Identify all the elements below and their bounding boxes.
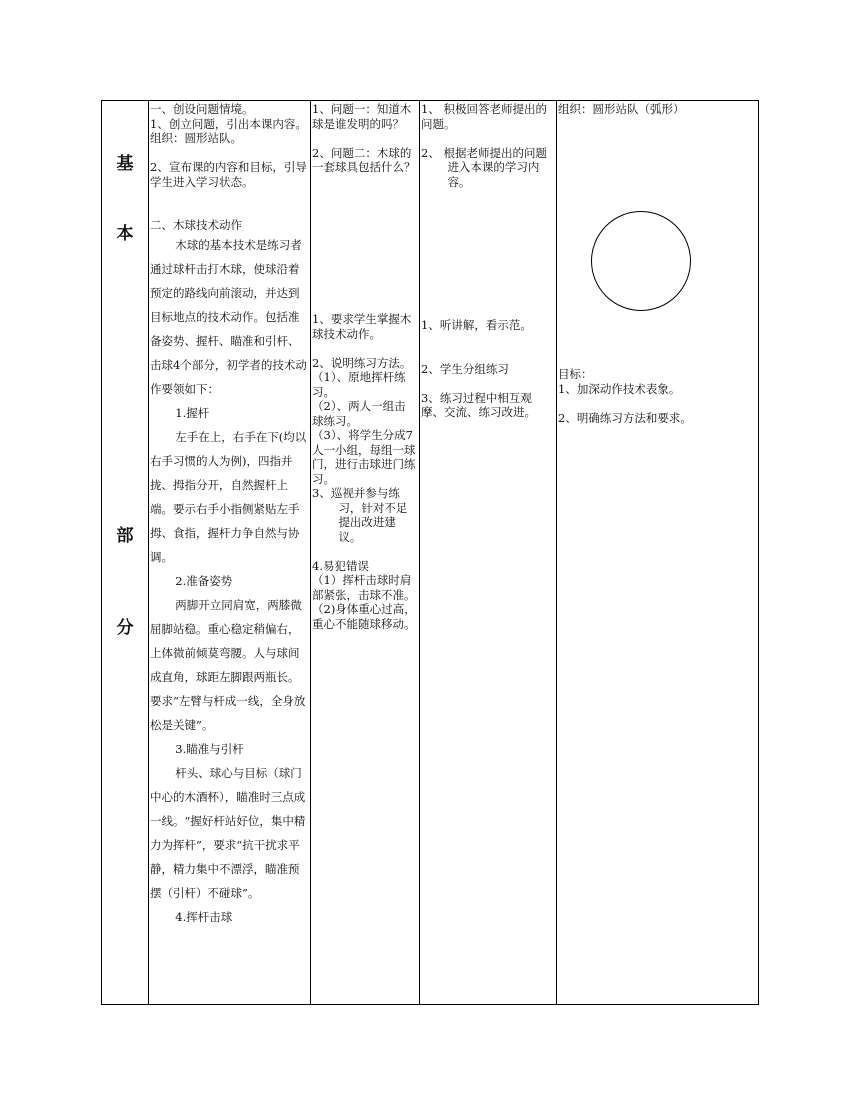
goals-list <box>558 382 758 426</box>
circle-formation-diagram <box>591 211 691 311</box>
blank-line <box>312 341 417 356</box>
goal-line: 2、明确练习方法和要求。 <box>558 410 692 425</box>
student-line: 3、练习过程中相互观摩、交流、练习改进。 <box>421 390 536 419</box>
organization-cell <box>557 101 759 1004</box>
content-intro <box>149 101 309 233</box>
goals-block <box>558 367 758 425</box>
content-paragraph: 3.瞄准与引杆 <box>175 741 244 756</box>
blank-line <box>312 544 417 559</box>
content-line: 二、木球技术动作 <box>150 218 242 232</box>
content-cell <box>149 101 309 1004</box>
content-line: 组织：圆形站队。 <box>150 131 242 145</box>
teacher-line: 1、要求学生掌握木球技术动作。 <box>312 312 412 341</box>
student-line: 1、听讲解，看示范。 <box>421 318 532 332</box>
student-line: 2、 根据老师提出的问题进入本课的学习内容。 <box>421 145 547 189</box>
teacher-line: 2、说明练习方法。 <box>312 355 412 370</box>
content-paragraph: 两脚开立同肩宽，两膝微屈脚站稳。重心稳定稍偏右，上体微前倾莫弯腰。人与球间成直角，球距左脚跟两瓶长。要求“左臂与杆成一线，全身放松是关键”。 <box>150 597 306 732</box>
question-line: 2、问题二：木球的一套球具包括什么？ <box>312 145 416 174</box>
content-line: 2、宣布课的内容和目标，引导学生进入学习状态。 <box>150 160 307 189</box>
blank-line <box>312 131 417 146</box>
teacher-line: 4.易犯错误 <box>312 558 369 573</box>
content-paragraph: 杆头、球心与目标（球门中心的木酒杯），瞄准时三点成一线。“握好杆站好位，集中精力为挥杆”，要求“抗干扰求平静，精力集中不漂浮，瞄准预摆（引杆）不碰球”。 <box>150 765 306 900</box>
student-activity-cell <box>420 101 555 1004</box>
section-label-cell <box>102 101 148 1004</box>
section-char: 基 <box>116 154 134 174</box>
blank-line <box>421 131 554 146</box>
teacher-activity-cell <box>311 101 418 1004</box>
organization-text: 组织：圆形站队（弧形） <box>558 102 685 116</box>
teacher-questions <box>311 101 418 175</box>
student-line: 1、 积极回答老师提出的问题。 <box>421 102 547 131</box>
teacher-line: （2)身体重心过高，重心不能随球移动。 <box>312 602 416 631</box>
teacher-line: （3）、将学生分成7人一小组，每组一球门，进行击球进门练习。 <box>312 428 416 486</box>
teacher-line: （2）、两人一组击球练习。 <box>312 399 406 428</box>
content-paragraph: 左手在上，右手在下(均以右手习惯的人为例)，四指并拢、拇指分开，自然握杆上端。要示右手小指侧紧贴左手拇、食指，握杆力争自然与协调。 <box>150 429 307 564</box>
blank-line <box>421 376 554 391</box>
student-practice <box>421 318 554 420</box>
section-char: 本 <box>116 224 134 244</box>
lesson-plan-table <box>101 100 759 1005</box>
content-technique <box>149 233 309 929</box>
blank-line <box>558 396 758 411</box>
blank-line <box>150 204 308 219</box>
content-paragraph: 1.握杆 <box>175 405 210 420</box>
teacher-line: （1）挥杆击球时肩部紧张，击球不准。 <box>312 573 416 602</box>
student-line: 2、学生分组练习 <box>421 361 509 376</box>
teacher-line: 3、巡视并参与练习，针对不足提出改进建议。 <box>312 486 408 544</box>
goals-title: 目标： <box>558 367 593 381</box>
blank-line <box>150 146 308 161</box>
content-line: 一、创设问题情境。 <box>150 102 254 116</box>
question-line: 1、问题一：知道木球是谁发明的吗？ <box>312 102 412 131</box>
content-paragraph: 2.准备姿势 <box>175 573 233 588</box>
goal-line: 1、加深动作技术表象。 <box>558 381 681 396</box>
content-line: 1、创立问题，引出本课内容。 <box>150 116 307 131</box>
content-paragraph: 木球的基本技术是练习者通过球杆击打木球，使球沿着预定的路线向前滚动，并达到目标地点的技术动作。包括准备姿势、握杆、瞄准和引杆、击球4个部分，初学者的技术动作要领如下： <box>150 237 307 396</box>
teacher-instructions <box>312 312 417 631</box>
student-answers <box>420 101 555 189</box>
blank-line <box>421 333 554 348</box>
content-paragraph: 4.挥杆击球 <box>175 909 233 924</box>
section-char: 分 <box>116 618 134 638</box>
blank-line <box>150 189 308 204</box>
blank-line <box>421 347 554 362</box>
section-char: 部 <box>116 526 134 546</box>
teacher-line: （1）、原地挥杆练习。 <box>312 370 406 399</box>
